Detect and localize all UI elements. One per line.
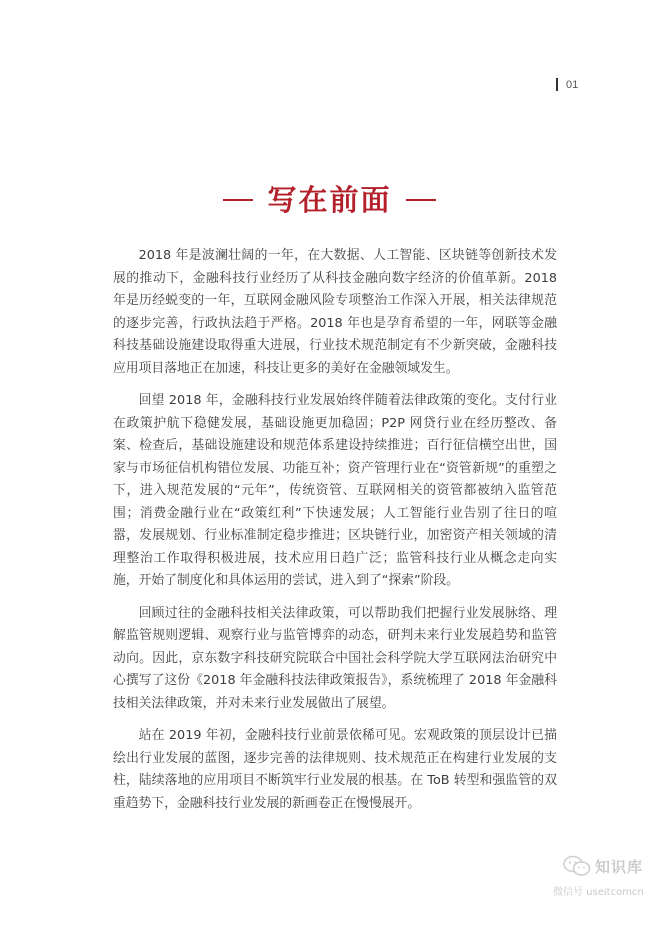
page-number	[556, 78, 578, 91]
title-right-dash	[406, 199, 436, 201]
page-title: 写在前面	[267, 183, 392, 217]
paragraph-2: 回望 2018 年，金融科技行业发展始终伴随着法律政策的变化。支付行业在政策护航下稳健发展，基础设施更加稳固；P2P 网贷行业在经历整改、备案、检查后，基础设施建设和规范体系建设持续推进；百行征信横空出世，国家与市场征信机构错位发展、功能互补；资产管理行业在“资管新规”的重塑之下，进入规范发展的“元年”，传统资管、互联网相关的资管都被纳入监管范围；消费金融行业在“政策红利”下快速发展；人工智能行业告别了往日的喧嚣，发展规划、行业标准制定稳步推进；区块链行业，加密资产相关领域的清理整治工作取得积极进展，技术应用日趋广泛；监管科技行业从概念走向实施，开始了制度化和具体运用的尝试，进入到了“探索”阶段。	[113, 393, 557, 588]
paragraph-4: 站在 2019 年初，金融科技行业前景依稀可见。宏观政策的顶层设计已描绘出行业发展的蓝图，逐步完善的法律规则、技术规范正在构建行业发展的支柱，陆续落地的应用项目不断筑牢行业发展的根基。在 ToB 转型和强监管的双重趋势下，金融科技行业发展的新画卷正在慢慢展开。	[113, 728, 557, 811]
watermark	[553, 855, 653, 915]
title-left-dash	[223, 199, 253, 201]
watermark-brand: 知识库	[595, 857, 644, 876]
body-text	[113, 245, 557, 825]
page-title-block	[0, 182, 659, 218]
watermark-wechat-id: 微信号 useitcomcn	[553, 887, 644, 898]
page-number-divider	[556, 78, 558, 91]
paragraph-3: 回顾过往的金融科技相关法律政策，可以帮助我们把握行业发展脉络、理解监管规则逻辑、观察行业与监管博弈的动态，研判未来行业发展趋势和监管动向。因此，京东数字科技研究院联合中国社会科学院大学互联网法治研究中心撰写了这份《2018 年金融科技法律政策报告》，系统梳理了 2018 年金融科技相关法律政策，并对未来行业发展做出了展望。	[113, 605, 557, 711]
wechat-icon	[563, 855, 591, 877]
page-number-text: 01	[566, 78, 579, 91]
paragraph-1: 2018 年是波澜壮阔的一年，在大数据、人工智能、区块链等创新技术发展的推动下，金融科技行业经历了从科技金融向数字经济的价值革新。2018 年是历经蜕变的一年，互联网金融风险专项整治工作深入开展，相关法律规范的逐步完善，行政执法趋于严格。2018 年也是孕育希望的一年，网联等金融科技基础设施建设取得重大进展，行业技术规范制定有不少新突破，金融科技应用项目落地正在加速，科技让更多的美好在金融领域发生。	[113, 248, 557, 376]
